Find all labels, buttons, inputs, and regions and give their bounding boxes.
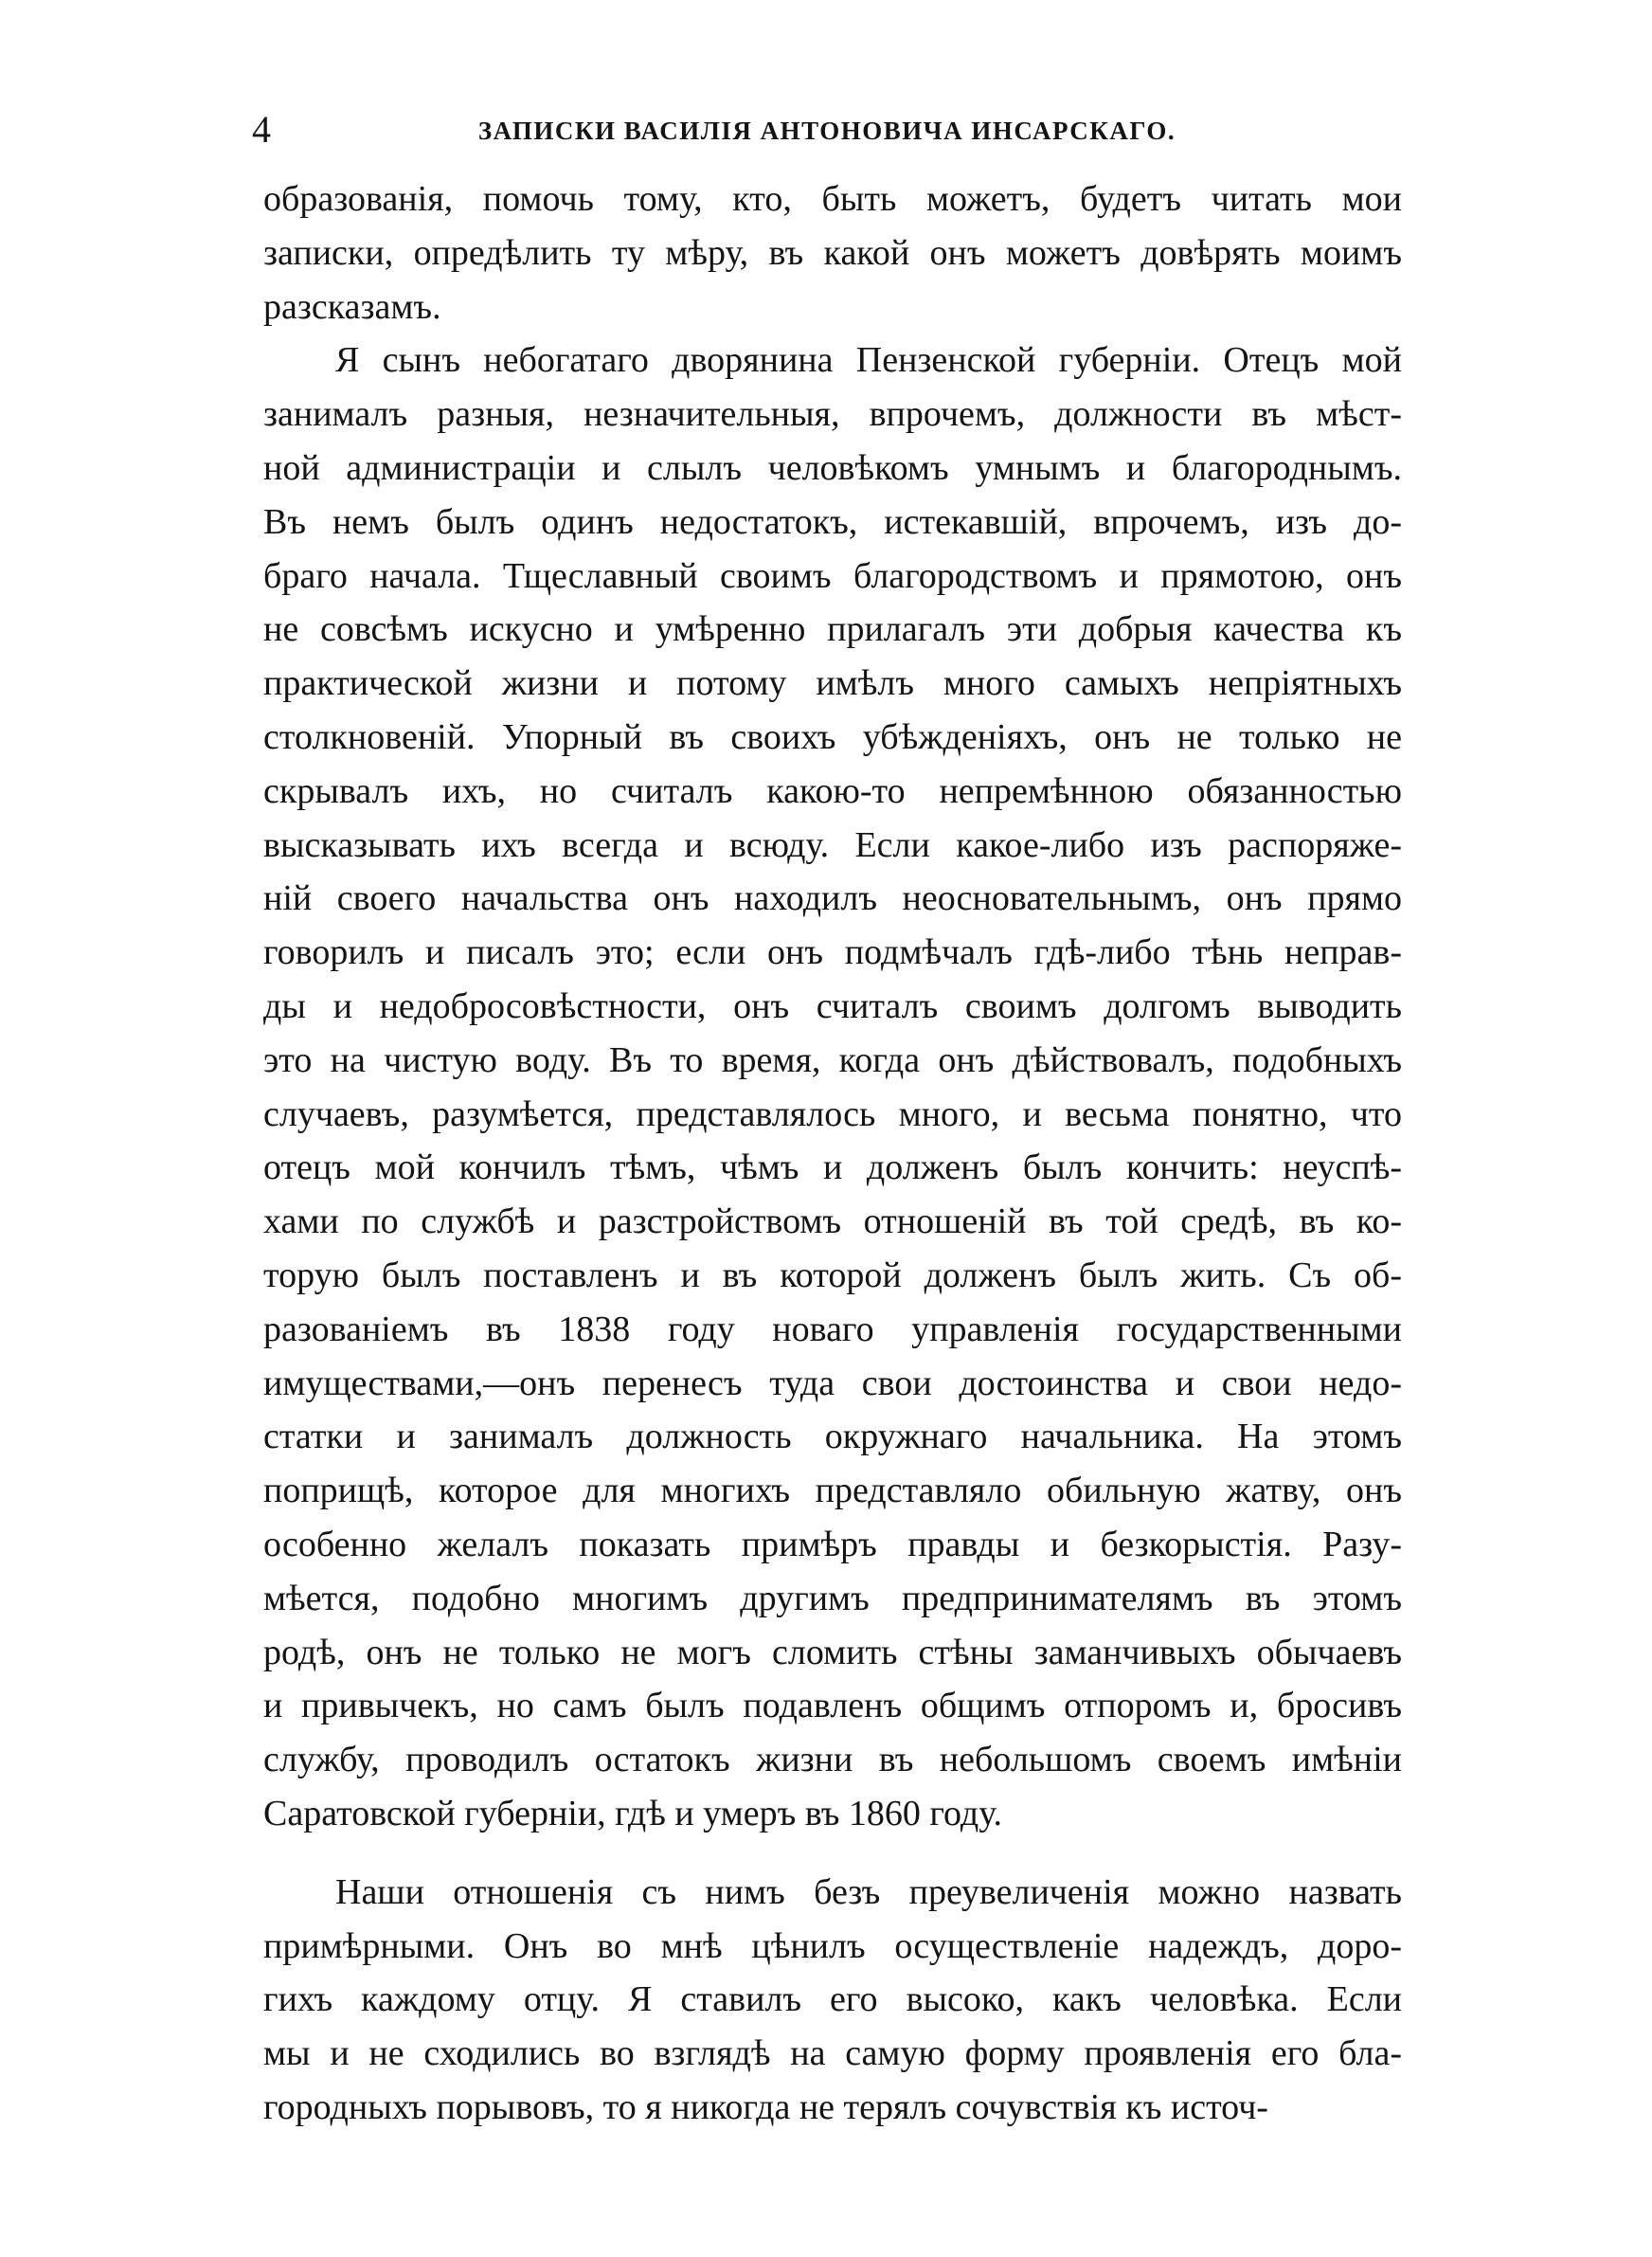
text-line: примѣрными. Онъ во мнѣ цѣнилъ осуществленіе надеждъ, доро- <box>263 1925 1402 1966</box>
text-line: образованія, помочь тому, кто, быть можетъ, будетъ читать мои <box>263 179 1402 219</box>
text-line: Я сынъ небогатаго дворянина Пензенской губерніи. Отецъ мой <box>335 340 1402 381</box>
text-line: говорилъ и писалъ это; если онъ подмѣчалъ гдѣ-либо тѣнь неправ- <box>263 932 1402 973</box>
text-line: службу, проводилъ остатокъ жизни въ небольшомъ своемъ имѣніи <box>263 1740 1402 1780</box>
text-line: Наши отношенія съ нимъ безъ преувеличенія можно назвать <box>335 1871 1402 1912</box>
text-line: ной администраціи и слылъ человѣкомъ умнымъ и благороднымъ. <box>263 447 1402 488</box>
text-line: это на чистую воду. Въ то время, когда онъ дѣйствовалъ, подобныхъ <box>263 1039 1402 1080</box>
paragraph <box>263 334 1402 1840</box>
text-line: разованіемъ въ 1838 году новаго управленія государственными <box>263 1309 1402 1349</box>
text-line: браго начала. Тщеславный своимъ благородствомъ и прямотою, онъ <box>263 555 1402 596</box>
text-line: родѣ, онъ не только не могъ сломить стѣны заманчивыхъ обычаевъ <box>263 1632 1402 1672</box>
page-header <box>252 106 1402 153</box>
paragraph-gap <box>263 1841 1402 1866</box>
text-line: хами по службѣ и разстройствомъ отношеній въ той средѣ, въ ко- <box>263 1201 1402 1242</box>
text-line: имуществами,—онъ перенесъ туда свои достоинства и свои недо- <box>263 1363 1402 1403</box>
text-line: не совсѣмъ искусно и умѣренно прилагалъ эти добрыя качества къ <box>263 609 1402 650</box>
text-line: ды и недобросовѣстности, онъ считалъ своимъ долгомъ выводить <box>263 985 1402 1026</box>
paragraph <box>263 1866 1402 2135</box>
page-number: 4 <box>252 108 271 151</box>
text-line: столкновеній. Упорный въ своихъ убѣжденіяхъ, онъ не только не <box>263 716 1402 757</box>
text-line: высказывать ихъ всегда и всюду. Если какое-либо изъ распоряже- <box>263 824 1402 865</box>
text-line: городныхъ порывовъ, то я никогда не терялъ сочувствія къ источ- <box>263 2086 1268 2127</box>
running-title: ЗАПИСКИ ВАСИЛІЯ АНТОНОВИЧА ИНСАРСКАГО. <box>477 117 1176 145</box>
paragraph <box>263 172 1402 334</box>
text-line: статки и занималъ должность окружнаго начальника. На этомъ <box>263 1417 1402 1457</box>
text-line: занималъ разныя, незначительныя, впрочемъ, должности въ мѣст- <box>263 394 1402 435</box>
text-line: и привычекъ, но самъ былъ подавленъ общимъ отпоромъ и, бросивъ <box>263 1686 1402 1726</box>
text-line: Саратовской губерніи, гдѣ и умеръ въ 1860 году. <box>263 1793 1002 1833</box>
text-line: Въ немъ былъ одинъ недостатокъ, истекавшій, впрочемъ, изъ до- <box>263 501 1402 542</box>
text-line: мѣется, подобно многимъ другимъ предпринимателямъ въ этомъ <box>263 1578 1402 1618</box>
text-line: ній своего начальства онъ находилъ неосновательнымъ, онъ прямо <box>263 878 1402 919</box>
text-line: разсказамъ. <box>263 286 441 327</box>
text-line: гихъ каждому отцу. Я ставилъ его высоко, какъ человѣка. Если <box>263 1979 1402 2020</box>
text-line: поприщѣ, которое для многихъ представляло обильную жатву, онъ <box>263 1471 1402 1511</box>
text-line: случаевъ, разумѣется, представлялось много, и весьма понятно, что <box>263 1093 1402 1134</box>
text-line: мы и не сходились во взглядѣ на самую форму проявленія его бла- <box>263 2033 1402 2074</box>
body-text <box>263 172 1402 2135</box>
text-line: записки, опредѣлить ту мѣру, въ какой онъ можетъ довѣрять моимъ <box>263 232 1402 273</box>
text-line: практической жизни и потому имѣлъ много самыхъ непріятныхъ <box>263 663 1402 704</box>
text-line: особенно желалъ показать примѣръ правды и безкорыстія. Разу- <box>263 1524 1402 1564</box>
text-line: торую былъ поставленъ и въ которой долженъ былъ жить. Съ об- <box>263 1255 1402 1295</box>
text-line: скрывалъ ихъ, но считалъ какою-то непремѣнною обязанностью <box>263 770 1402 811</box>
text-line: отецъ мой кончилъ тѣмъ, чѣмъ и долженъ былъ кончить: неуспѣ- <box>263 1147 1402 1188</box>
